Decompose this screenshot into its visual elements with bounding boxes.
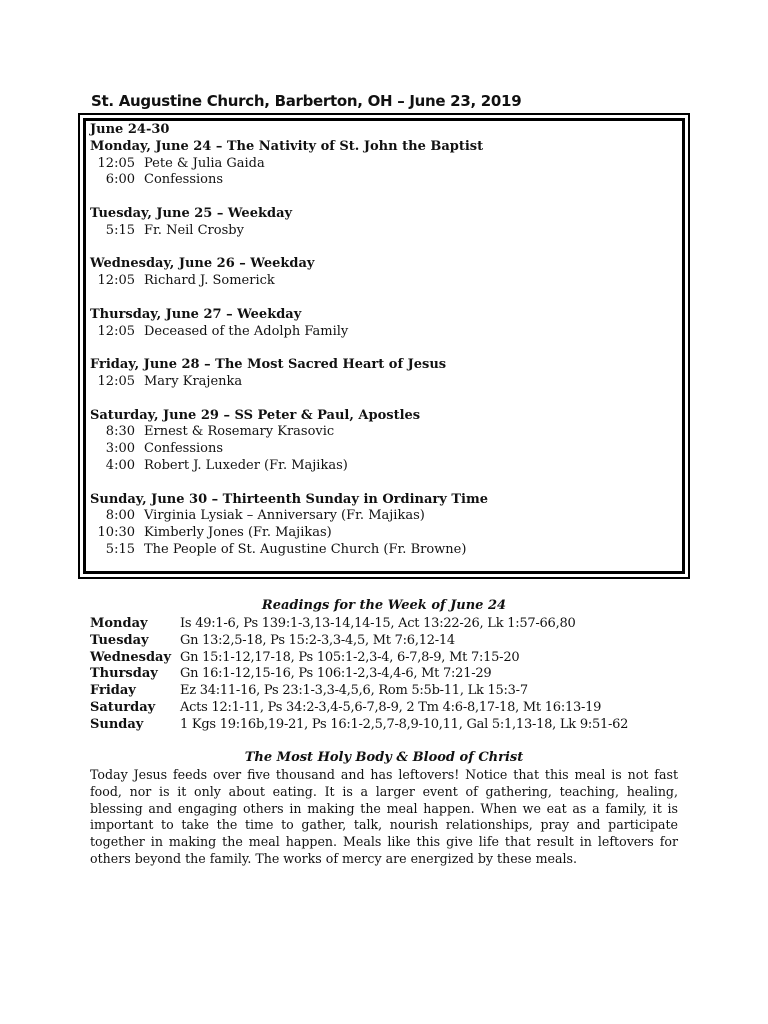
mass-entry [90, 223, 680, 240]
mass-entry [90, 508, 680, 525]
mass-intention: Kimberly Jones (Fr. Majikas) [144, 525, 332, 541]
mass-intention: Confessions [144, 441, 224, 457]
mass-time: 6:00 [105, 172, 135, 188]
day-heading: Friday, June 28 – The Most Sacred Heart of Jesus [90, 357, 447, 373]
mass-entry [90, 441, 680, 458]
day-heading: Monday, June 24 – The Nativity of St. John the Baptist [90, 138, 484, 154]
reading-day: Tuesday [90, 632, 149, 648]
mass-time: 5:15 [105, 541, 135, 557]
reading-row [90, 650, 690, 667]
reading-day: Thursday [90, 666, 158, 682]
mass-intention: Deceased of the Adolph Family [144, 323, 349, 339]
day-heading: Saturday, June 29 – SS Peter & Paul, Apostles [90, 407, 421, 423]
reading-citation: Is 49:1-6, Ps 139:1-3,13-14,14-15, Act 13:22-26, Lk 1:57-66,80 [180, 616, 576, 631]
mass-time: 5:15 [105, 222, 135, 238]
mass-intention: Richard J. Somerick [144, 273, 275, 289]
mass-time: 10:30 [97, 525, 135, 541]
readings-list [90, 616, 690, 734]
mass-intention: Mary Krajenka [144, 373, 243, 389]
reading-day: Wednesday [90, 649, 172, 665]
mass-intention: Fr. Neil Crosby [144, 222, 244, 238]
mass-time: 12:05 [97, 373, 135, 389]
mass-entry [90, 172, 680, 189]
reading-row [90, 683, 690, 700]
mass-entry [90, 156, 680, 173]
article-body: Today Jesus feeds over five thousand and has leftovers! Notice that this meal is not fast food, nor is it only about eating. It is a larger event of gathering, teaching, healing, blessing and engaging others in making the meal happen. When we eat as a family, it is important to take the time to gather, talk, nourish relationships, pray and participate together in making the meal happen. Meals like this give life that result in leftovers for others beyond the family. The works of mercy are energized by these meals. [90, 767, 678, 866]
mass-time: 12:05 [97, 323, 135, 339]
mass-entry [90, 525, 680, 542]
reading-citation: 1 Kgs 19:16b,19-21, Ps 16:1-2,5,7-8,9-10,11, Gal 5:1,13-18, Lk 9:51-62 [180, 716, 629, 732]
schedule-week: June 24-30 [90, 122, 170, 137]
readings-title: Readings for the Week of June 24 [261, 598, 507, 613]
mass-time: 12:05 [97, 155, 135, 171]
reading-citation: Gn 16:1-12,15-16, Ps 106:1-2,3-4,4-6, Mt 7:21-29 [180, 666, 492, 682]
reading-day: Friday [90, 683, 136, 699]
mass-entry [90, 273, 680, 290]
reading-citation: Ez 34:11-16, Ps 23:1-3,3-4,5,6, Rom 5:5b-11, Lk 15:3-7 [180, 683, 528, 699]
reading-day: Sunday [90, 716, 144, 732]
mass-intention: Virginia Lysiak – Anniversary (Fr. Majikas) [144, 508, 425, 524]
reading-row [90, 616, 690, 633]
reading-day: Saturday [90, 699, 156, 715]
mass-time: 12:05 [97, 273, 135, 289]
mass-intention: The People of St. Augustine Church (Fr. Browne) [144, 541, 467, 557]
reading-row [90, 700, 690, 717]
day-heading: Tuesday, June 25 – Weekday [90, 205, 293, 221]
day-heading: Thursday, June 27 – Weekday [90, 306, 302, 322]
mass-intention: Robert J. Luxeder (Fr. Majikas) [144, 457, 348, 473]
mass-entry [90, 458, 680, 475]
reading-citation: Acts 12:1-11, Ps 34:2-3,4-5,6-7,8-9, 2 Tm 4:6-8,17-18, Mt 16:13-19 [180, 699, 602, 715]
mass-entry [90, 542, 680, 559]
mass-intention: Ernest & Rosemary Krasovic [144, 424, 335, 440]
page-title: St. Augustine Church, Barberton, OH – June 23, 2019 [91, 92, 522, 110]
reading-row [90, 717, 690, 734]
reading-citation: Gn 13:2,5-18, Ps 15:2-3,3-4,5, Mt 7:6,12-14 [180, 632, 455, 648]
mass-entry [90, 324, 680, 341]
mass-entry [90, 424, 680, 441]
mass-intention: Confessions [144, 172, 224, 188]
mass-intention: Pete & Julia Gaida [144, 155, 265, 171]
reading-day: Monday [90, 616, 148, 631]
mass-time: 4:00 [105, 457, 135, 473]
mass-schedule [90, 122, 680, 559]
reading-row [90, 633, 690, 650]
mass-time: 8:00 [105, 508, 135, 524]
day-heading: Sunday, June 30 – Thirteenth Sunday in Ordinary Time [90, 491, 488, 507]
reading-row [90, 666, 690, 683]
mass-time: 8:30 [105, 424, 135, 440]
mass-time: 3:00 [105, 441, 135, 457]
article-title: The Most Holy Body & Blood of Christ [244, 750, 524, 765]
reading-citation: Gn 15:1-12,17-18, Ps 105:1-2,3-4, 6-7,8-9, Mt 7:15-20 [180, 649, 520, 665]
day-heading: Wednesday, June 26 – Weekday [90, 256, 315, 272]
mass-entry [90, 374, 680, 391]
